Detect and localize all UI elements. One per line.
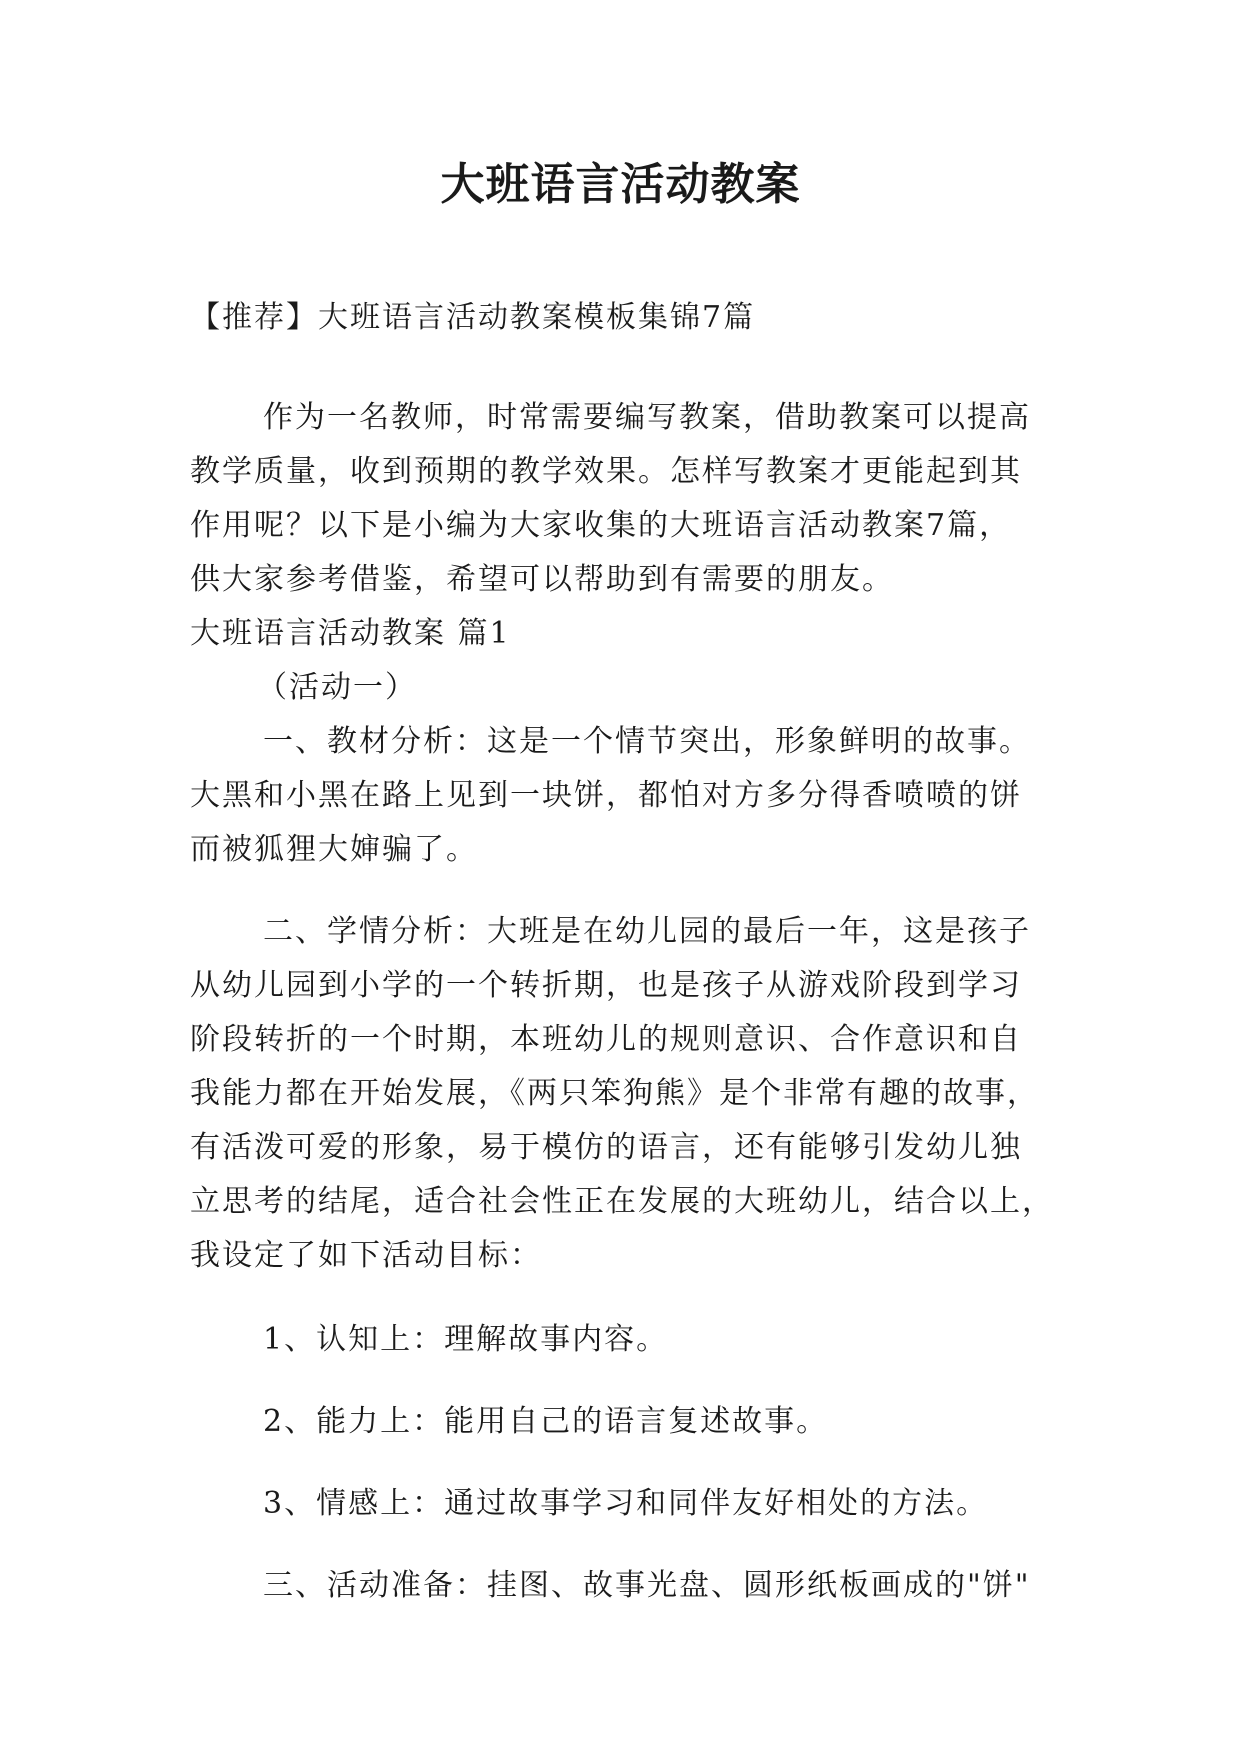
paragraph-line: 我能力都在开始发展，《两只笨狗熊》是个非常有趣的故事， (190, 1076, 1039, 1111)
section-heading: 大班语言活动教案 篇1 (190, 616, 511, 651)
paragraph-line: 阶段转折的一个时期，本班幼儿的规则意识、合作意识和自 (190, 1022, 1022, 1057)
paragraph-line: 大黑和小黑在路上见到一块饼，都怕对方多分得香喷喷的饼 (190, 778, 1022, 813)
document-title: 大班语言活动教案 (440, 159, 801, 210)
paragraph-line: 供大家参考借鉴，希望可以帮助到有需要的朋友。 (190, 562, 894, 597)
paragraph-line: 教学质量，收到预期的教学效果。怎样写教案才更能起到其 (190, 454, 1022, 489)
paragraph-line: 二、学情分析：大班是在幼儿园的最后一年，这是孩子 (263, 914, 1031, 949)
paragraph-line: 我设定了如下活动目标： (190, 1238, 542, 1273)
paragraph-line: 一、教材分析：这是一个情节突出，形象鲜明的故事。 (263, 724, 1031, 759)
paragraph-line: 从幼儿园到小学的一个转折期，也是孩子从游戏阶段到学习 (190, 968, 1022, 1003)
paragraph-line: （活动一） (257, 670, 417, 705)
paragraph-line: 立思考的结尾，适合社会性正在发展的大班幼儿，结合以上， (190, 1184, 1054, 1219)
paragraph-line: 而被狐狸大婶骗了。 (190, 832, 478, 867)
list-item: 2、能力上：能用自己的语言复述故事。 (263, 1404, 829, 1439)
paragraph-line: 有活泼可爱的形象，易于模仿的语言，还有能够引发幼儿独 (190, 1130, 1022, 1165)
paragraph-line: 作用呢？以下是小编为大家收集的大班语言活动教案7篇， (190, 508, 1012, 543)
document-subtitle: 【推荐】大班语言活动教案模板集锦7篇 (190, 300, 756, 335)
list-item: 1、认知上：理解故事内容。 (263, 1322, 669, 1357)
paragraph-line: 三、活动准备：挂图、故事光盘、圆形纸板画成的"饼" (263, 1568, 1031, 1603)
paragraph-line: 作为一名教师，时常需要编写教案，借助教案可以提高 (263, 400, 1031, 435)
list-item: 3、情感上：通过故事学习和同伴友好相处的方法。 (263, 1486, 989, 1521)
